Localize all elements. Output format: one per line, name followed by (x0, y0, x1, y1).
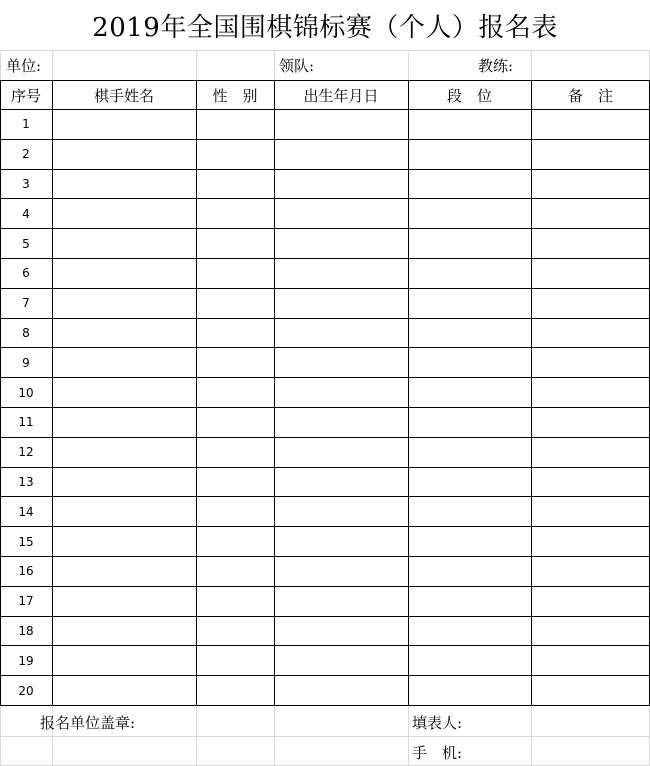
unit-label: 单位: (6, 56, 42, 75)
row-number: 15 (18, 534, 34, 549)
row-number: 6 (22, 266, 30, 281)
table-border (0, 228, 650, 229)
grid-line (0, 736, 650, 737)
table-border (0, 318, 650, 319)
table-border (0, 556, 650, 557)
page-title: 2019年全国围棋锦标赛（个人）报名表 (92, 12, 558, 43)
row-number: 1 (22, 117, 30, 132)
grid-line (274, 50, 275, 80)
row-number: 13 (18, 474, 34, 489)
table-border (0, 645, 650, 646)
row-number: 14 (18, 504, 34, 519)
row-number: 3 (22, 176, 30, 191)
grid-line (0, 50, 1, 80)
table-border (0, 496, 650, 497)
table-border (0, 139, 650, 140)
row-number: 5 (22, 236, 30, 251)
table-border (0, 467, 650, 468)
row-number: 8 (22, 325, 30, 340)
table-border (274, 80, 275, 706)
header-player-name: 棋手姓名 (93, 86, 154, 105)
coach-label: 教练: (478, 56, 514, 75)
table-border (0, 705, 650, 706)
phone-label: 手 机: (412, 743, 463, 762)
table-border (0, 675, 650, 676)
grid-line (0, 50, 650, 51)
filler-label: 填表人: (412, 713, 463, 732)
header-gender: 性 别 (212, 86, 258, 105)
row-number: 20 (18, 683, 34, 698)
table-border (0, 586, 650, 587)
row-number: 10 (18, 385, 34, 400)
table-border (0, 347, 650, 348)
grid-line (196, 707, 197, 766)
row-number: 7 (22, 296, 30, 311)
grid-line (531, 50, 532, 80)
header-dan-rank: 段 位 (446, 86, 492, 105)
table-border (408, 80, 409, 706)
grid-line (196, 50, 197, 80)
table-border (0, 616, 650, 617)
header-index: 序号 (10, 86, 41, 105)
row-number: 16 (18, 564, 34, 579)
grid-line (408, 707, 409, 766)
header-remarks: 备 注 (567, 86, 613, 105)
table-border (0, 377, 650, 378)
table-border (0, 109, 650, 110)
grid-line (531, 707, 532, 766)
grid-line (52, 50, 53, 80)
leader-label: 领队: (279, 56, 315, 75)
table-border (0, 437, 650, 438)
table-border (0, 288, 650, 289)
table-border (0, 407, 650, 408)
row-number: 19 (18, 653, 34, 668)
grid-line (274, 707, 275, 766)
grid-line (408, 50, 409, 80)
row-number: 9 (22, 355, 30, 370)
row-number: 2 (22, 147, 30, 162)
seal-label: 报名单位盖章: (40, 713, 136, 732)
header-birthdate: 出生年月日 (303, 86, 379, 105)
row-number: 17 (18, 594, 34, 609)
row-number: 11 (18, 415, 34, 430)
table-border (52, 80, 53, 706)
row-number: 12 (18, 445, 34, 460)
table-border (196, 80, 197, 706)
table-border (0, 198, 650, 199)
table-border (0, 526, 650, 527)
table-border (0, 258, 650, 259)
row-number: 18 (18, 623, 34, 638)
table-border (531, 80, 532, 706)
row-number: 4 (22, 206, 30, 221)
table-border (0, 169, 650, 170)
grid-line (0, 707, 1, 766)
